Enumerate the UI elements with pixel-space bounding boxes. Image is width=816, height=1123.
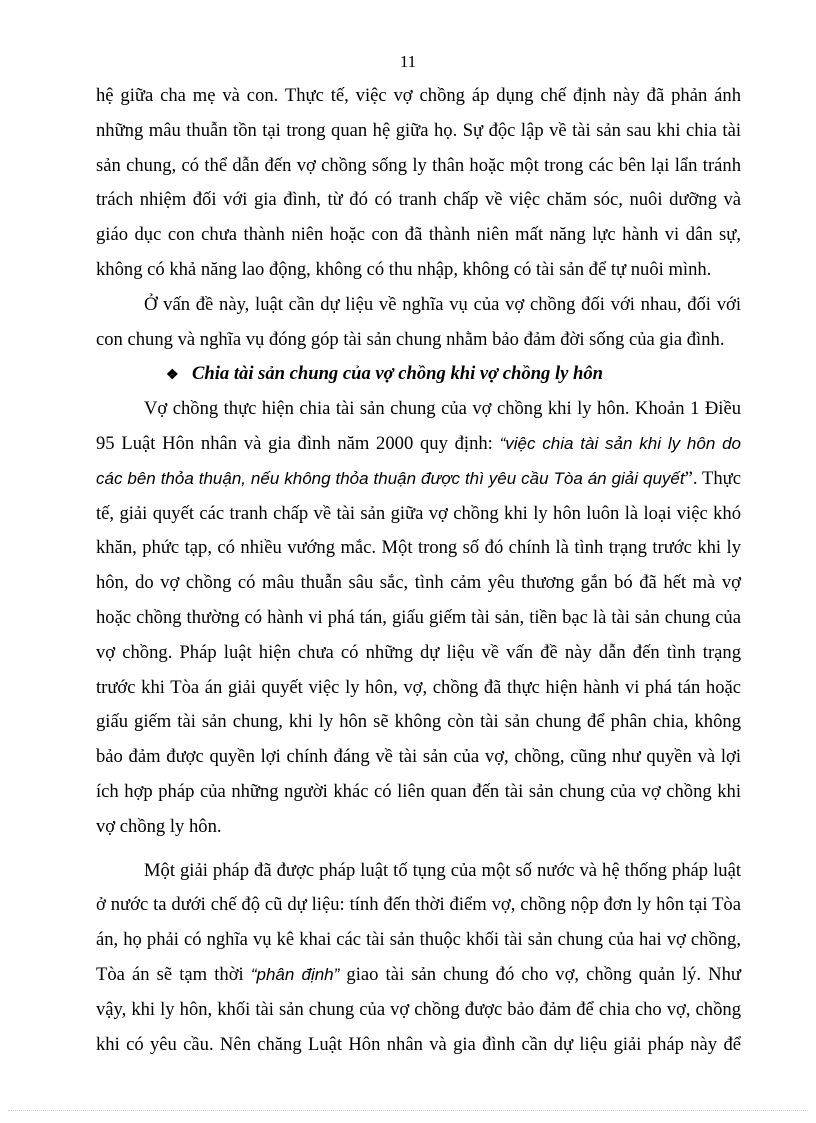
text-line: không có khả năng lao động, không có thu nhập, không có tài sản để tự nuôi mình. (96, 258, 712, 280)
section-heading-text: Chia tài sản chung của vợ chồng khi vợ chồng ly hôn (192, 363, 604, 385)
text-line: khi có yêu cầu. Nên chăng Luật Hôn nhân và gia đình cần dự liệu giải pháp này để (96, 1033, 741, 1055)
text-line: tế, giải quyết các tranh chấp về tài sản giữa vợ chồng khi ly hôn luôn là loại việc khó (96, 502, 741, 524)
page-bottom-border (8, 1110, 808, 1111)
section-heading (96, 357, 741, 392)
text-line: án, họ phải có nghĩa vụ kê khai các tài sản thuộc khối tài sản chung của hai vợ chồng, (96, 929, 741, 951)
text-line: trách nhiệm đối với gia đình, từ đó có tranh chấp về việc chăm sóc, nuôi dưỡng và (96, 189, 741, 211)
text-line: vợ chồng. Pháp luật hiện chưa có những dự liệu về vấn đề này dẫn đến tình trạng (96, 641, 741, 663)
text-line: hệ giữa cha mẹ và con. Thực tế, việc vợ chồng áp dụng chế định này đã phản ánh (96, 85, 741, 106)
text-line: vợ chồng ly hôn. (96, 815, 222, 837)
paragraph-gap (96, 845, 741, 854)
text-line: những mâu thuẫn tồn tại trong quan hệ giữa họ. Sự độc lập về tài sản sau khi chia tài (96, 119, 741, 141)
text-line: giấu giếm tài sản chung, khi ly hôn sẽ không còn tài sản chung để phân chia, không (96, 711, 741, 733)
quoted-text: “phân định” (250, 964, 340, 984)
text-line: giáo dục con chưa thành niên hoặc con đã thành niên mất năng lực hành vi dân sự, (96, 224, 741, 246)
text-line: bảo đảm được quyền lợi chính đáng về tài sản của vợ, chồng, cũng như quyền và lợi (96, 746, 741, 768)
quoted-text: “việc chia tài sản khi ly hôn do (499, 433, 741, 453)
text-line: trước khi Tòa án giải quyết việc ly hôn, vợ, chồng đã thực hiện hành vi phá tán hoặc (96, 676, 741, 698)
text-line: hôn, do vợ chồng có mâu thuẫn sâu sắc, tình cảm yêu thương gắn bó đã hết mà vợ (96, 572, 741, 594)
text-line: các bên thỏa thuận, nếu không thỏa thuận được thì yêu cầu Tòa án giải quyết”. Thực (96, 467, 741, 489)
text-line: 95 Luật Hôn nhân và gia đình năm 2000 quy định: “việc chia tài sản khi ly hôn do (96, 432, 741, 454)
quoted-text: các bên thỏa thuận, nếu không thỏa thuận được thì yêu cầu Tòa án giải quyết (96, 468, 685, 488)
text-line: Vợ chồng thực hiện chia tài sản chung của vợ chồng khi ly hôn. Khoản 1 Điều (144, 398, 741, 420)
text-line: ích hợp pháp của những người khác có liên quan đến tài sản chung của vợ chồng khi (96, 780, 741, 802)
page-number: 11 (399, 52, 417, 71)
text-line: khăn, phức tạp, có nhiều vướng mắc. Một trong số đó chính là tình trạng trước khi ly (96, 537, 741, 559)
text-line: hoặc chồng thường có hành vi phá tán, giấu giếm tài sản, tiền bạc là tài sản chung của (96, 606, 741, 628)
text-line: vậy, khi ly hôn, khối tài sản chung của vợ chồng được bảo đảm để chia cho vợ, chồng (96, 998, 741, 1020)
document-body (96, 79, 741, 1062)
text-line: ở nước ta dưới chế độ cũ dự liệu: tính đến thời điểm vợ, chồng nộp đơn ly hôn tại Tòa (96, 894, 741, 916)
text-line: Một giải pháp đã được pháp luật tố tụng của một số nước và hệ thống pháp luật (144, 859, 741, 881)
text-line: con chung và nghĩa vụ đóng góp tài sản chung nhằm bảo đảm đời sống của gia đình. (96, 328, 725, 350)
text-line: Tòa án sẽ tạm thời “phân định” giao tài sản chung đó cho vợ, chồng quản lý. Như (96, 963, 741, 985)
text-line: Ở vấn đề này, luật cần dự liệu về nghĩa vụ của vợ chồng đối với nhau, đối với (144, 293, 741, 315)
text-line: sản chung, có thể dẫn đến vợ chồng sống ly thân hoặc một trong các bên lại lẩn tránh (96, 154, 741, 176)
diamond-bullet-icon: ❖ (166, 368, 179, 384)
